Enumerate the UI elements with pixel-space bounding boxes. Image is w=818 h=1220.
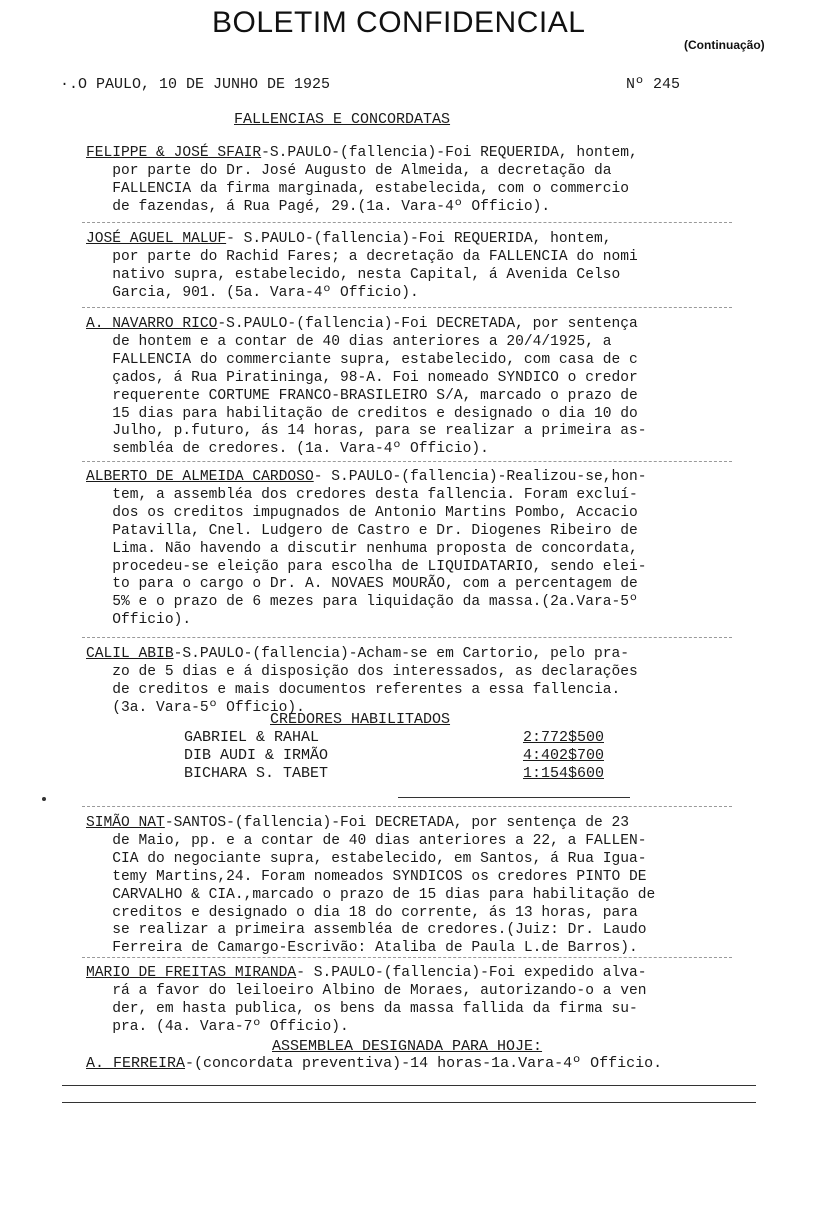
fallencia-entry [86, 145, 736, 217]
entry-text: -S.PAULO-(fallencia)-Foi DECRETADA, por sentença [217, 316, 638, 332]
entry-head: FELIPPE & JOSÉ SFAIR [86, 145, 262, 161]
entry-line: FALLENCIA da firma marginada, estabelecida, com o commercio [86, 180, 629, 197]
fallencia-entry [86, 646, 736, 718]
dateline: ·.O PAULO, 10 DE JUNHO DE 1925 [60, 76, 331, 93]
entry-line: tem, a assembléa dos credores desta fallencia. Foram excluí- [86, 486, 638, 503]
today-assembly-line [86, 1055, 662, 1072]
entry-text: -S.PAULO-(fallencia)-Acham-se em Cartorio, pelo pra- [173, 646, 629, 662]
entry-line: Lima. Não havendo a discutir nenhuma proposta de concordata, [86, 540, 638, 557]
entry-separator [82, 637, 732, 638]
creditor-row [184, 729, 604, 747]
entry-line: de Maio, pp. e a contar de 40 dias anteriores a 22, a FALLEN- [86, 832, 647, 849]
entry-line: nativo supra, estabelecido, nesta Capital, á Avenida Celso [86, 266, 621, 283]
bottom-rule [62, 1085, 756, 1086]
creditor-value: 4:402$700 [522, 747, 604, 764]
fallencia-entry [86, 469, 736, 630]
entry-head: CALIL ABIB [86, 646, 174, 662]
entry-line [86, 231, 736, 249]
entry-line: Garcia, 901. (5a. Vara-4º Officio). [86, 284, 419, 301]
entry-line: de fazendas, á Rua Pagé, 29.(1a. Vara-4º Officio). [86, 198, 551, 215]
entry-line: por parte do Rachid Fares; a decretação da FALLENCIA do nomi [86, 248, 638, 265]
fallencia-entry [86, 316, 736, 459]
fallencia-entry [86, 231, 736, 303]
entry-line [86, 815, 736, 833]
creditor-row [184, 765, 604, 783]
entry-head: SIMÃO NAT [86, 815, 165, 831]
entry-line: to para o cargo o Dr. A. NOVAES MOURÃO, com a percentagem de [86, 576, 638, 593]
creditors-title: CREDORES HABILITADOS [270, 711, 451, 728]
creditors-divider [398, 797, 630, 798]
entry-line [86, 646, 736, 664]
entry-text: - S.PAULO-(fallencia)-Foi REQUERIDA, hontem, [226, 231, 612, 247]
creditor-name: GABRIEL & RAHAL [184, 729, 320, 746]
entry-line: requerente CORTUME FRANCO-BRASILEIRO S/A, marcado o prazo de [86, 387, 638, 404]
entry-head: A. NAVARRO RICO [86, 316, 218, 332]
entry-line [86, 145, 736, 163]
entry-line: pra. (4a. Vara-7º Officio). [86, 1018, 349, 1035]
entry-line: (3a. Vara-5º Officio). [86, 699, 305, 716]
today-assembly-head: A. FERREIRA [86, 1055, 186, 1072]
entry-line: de hontem e a contar de 40 dias anteriores a 20/4/1925, a [86, 333, 612, 350]
entry-line: por parte do Dr. José Augusto de Almeida, a decretação da [86, 162, 612, 179]
entry-separator [82, 461, 732, 462]
bottom-rule [62, 1102, 756, 1103]
entry-line: creditos e designado o dia 18 do corrente, ás 13 horas, para [86, 904, 638, 921]
creditor-value: 1:154$600 [522, 765, 604, 782]
entry-line: temy Martins,24. Foram nomeados SYNDICOS os credores PINTO DE [86, 868, 647, 885]
creditor-name: DIB AUDI & IRMÃO [184, 747, 329, 764]
entry-line: CIA do negociante supra, estabelecido, em Santos, á Rua Igua- [86, 850, 647, 867]
fallencia-entry [86, 815, 736, 958]
creditor-row [184, 747, 604, 765]
entry-line: Julho, p.futuro, ás 14 horas, para se realizar a primeira as- [86, 423, 647, 440]
entry-line: 15 dias para habilitação de creditos e designado o dia 10 do [86, 405, 638, 422]
fallencia-entry [86, 965, 736, 1037]
margin-dot [42, 797, 46, 801]
entry-separator [82, 806, 732, 807]
bulletin-title: BOLETIM CONFIDENCIAL [212, 6, 586, 39]
today-assembly-text: -(concordata preventiva)-14 horas-1a.Vara-4º Officio. [185, 1055, 663, 1072]
entry-line: çados, á Rua Piratininga, 98-A. Foi nomeado SYNDICO o credor [86, 369, 638, 386]
entry-line: se realizar a primeira assembléa de credores.(Juiz: Dr. Laudo [86, 922, 647, 939]
entry-separator [82, 222, 732, 223]
entry-separator [82, 307, 732, 308]
today-assembly-title: ASSEMBLEA DESIGNADA PARA HOJE: [272, 1038, 543, 1055]
entry-head: JOSÉ AGUEL MALUF [86, 231, 227, 247]
entry-line: 5% e o prazo de 6 mezes para liquidação da massa.(2a.Vara-5º [86, 594, 638, 611]
creditor-value: 2:772$500 [522, 729, 604, 746]
entry-line: der, em hasta publica, os bens da massa fallida da firma su- [86, 1000, 638, 1017]
entry-line [86, 965, 736, 983]
entry-line [86, 469, 736, 487]
entry-head: MARIO DE FREITAS MIRANDA [86, 965, 297, 981]
entry-line: Officio). [86, 612, 192, 629]
entry-text: -SANTOS-(fallencia)-Foi DECRETADA, por sentença de 23 [164, 815, 629, 831]
entry-text: - S.PAULO-(fallencia)-Foi expedido alva- [296, 965, 647, 981]
entry-line: Patavilla, Cnel. Ludgero de Castro e Dr. Diogenes Ribeiro de [86, 522, 638, 539]
entry-line: Ferreira de Camargo-Escrivão: Ataliba de Paula L.de Barros). [86, 940, 638, 957]
section-title: FALLENCIAS E CONCORDATAS [234, 111, 451, 128]
entry-line: procedeu-se eleição para escolha de LIQUIDATARIO, sendo elei- [86, 558, 647, 575]
entry-text: - S.PAULO-(fallencia)-Realizou-se,hon- [313, 469, 647, 485]
creditors-table [184, 729, 604, 783]
entry-line: zo de 5 dias e á disposição dos interessados, as declarações [86, 663, 638, 680]
creditor-name: BICHARA S. TABET [184, 765, 329, 782]
entry-separator [82, 957, 732, 958]
continuation-label: (Continuação) [684, 38, 765, 52]
entry-line: de creditos e mais documentos referentes a essa fallencia. [86, 681, 621, 698]
entry-text: -S.PAULO-(fallencia)-Foi REQUERIDA, hontem, [261, 145, 638, 161]
bulletin-number: Nº 245 [626, 76, 681, 93]
entry-line: FALLENCIA do commerciante supra, estabelecido, com casa de c [86, 351, 638, 368]
entry-line: CARVALHO & CIA.,marcado o prazo de 15 dias para habilitação de [86, 886, 656, 903]
entry-line [86, 316, 736, 334]
entry-head: ALBERTO DE ALMEIDA CARDOSO [86, 469, 314, 485]
entry-line: rá a favor do leiloeiro Albino de Moraes, autorizando-o a ven [86, 982, 647, 999]
entry-line: sembléa de credores. (1a. Vara-4º Officio). [86, 441, 489, 458]
entry-line: dos os creditos impugnados de Antonio Martins Pombo, Accacio [86, 504, 638, 521]
